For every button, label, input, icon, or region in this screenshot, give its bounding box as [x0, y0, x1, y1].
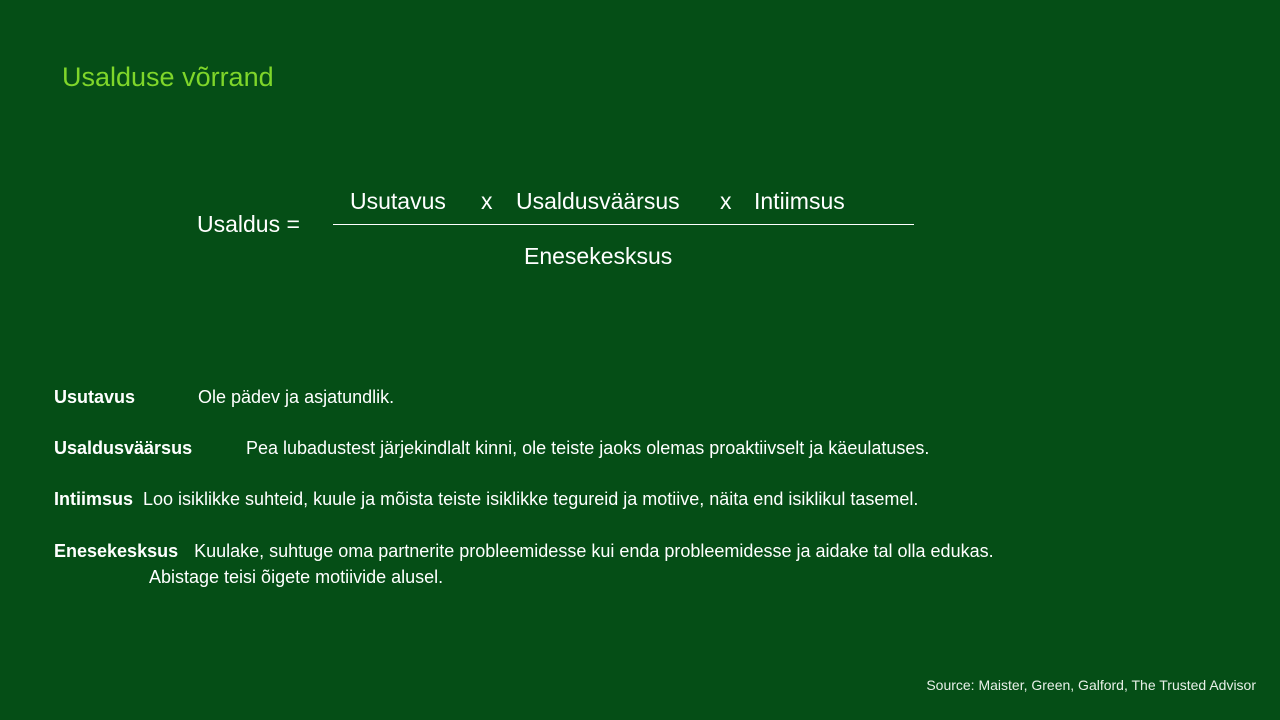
definition-intimacy	[54, 486, 918, 512]
denominator-term: Enesekesksus	[524, 243, 673, 269]
definition-reliability	[54, 435, 930, 461]
definition-text: Ole pädev ja asjatundlik.	[198, 387, 395, 407]
definition-text: Kuulake, suhtuge oma partnerite probleemidesse kui enda probleemidesse ja aidake tal olla edukas.	[194, 541, 994, 561]
slide-title: Usalduse võrrand	[62, 62, 274, 92]
definition-text-continued: Abistage teisi õigete motiivide alusel.	[149, 567, 444, 587]
equation-lhs: Usaldus =	[197, 211, 300, 237]
definition-term: Enesekesksus	[54, 541, 179, 561]
definition-credibility	[54, 384, 395, 410]
multiply-operator: x	[481, 188, 493, 214]
numerator-term-intimacy: Intiimsus	[754, 188, 845, 214]
numerator-term-reliability: Usaldusväärsus	[516, 188, 680, 214]
fraction-bar	[333, 224, 914, 225]
multiply-operator: x	[720, 188, 732, 214]
definition-self-orientation	[54, 538, 1154, 590]
definition-term: Usutavus	[54, 387, 136, 407]
definition-term: Intiimsus	[54, 489, 134, 509]
definition-text: Pea lubadustest järjekindlalt kinni, ole teiste jaoks olemas proaktiivselt ja käeulatuses.	[246, 438, 930, 458]
definition-text: Loo isiklikke suhteid, kuule ja mõista teiste isiklikke tegureid ja motiive, näita end isiklikul tasemel.	[143, 489, 919, 509]
numerator-term-credibility: Usutavus	[350, 188, 446, 214]
source-citation: Source: Maister, Green, Galford, The Trusted Advisor	[926, 677, 1256, 693]
definition-term: Usaldusväärsus	[54, 438, 193, 458]
